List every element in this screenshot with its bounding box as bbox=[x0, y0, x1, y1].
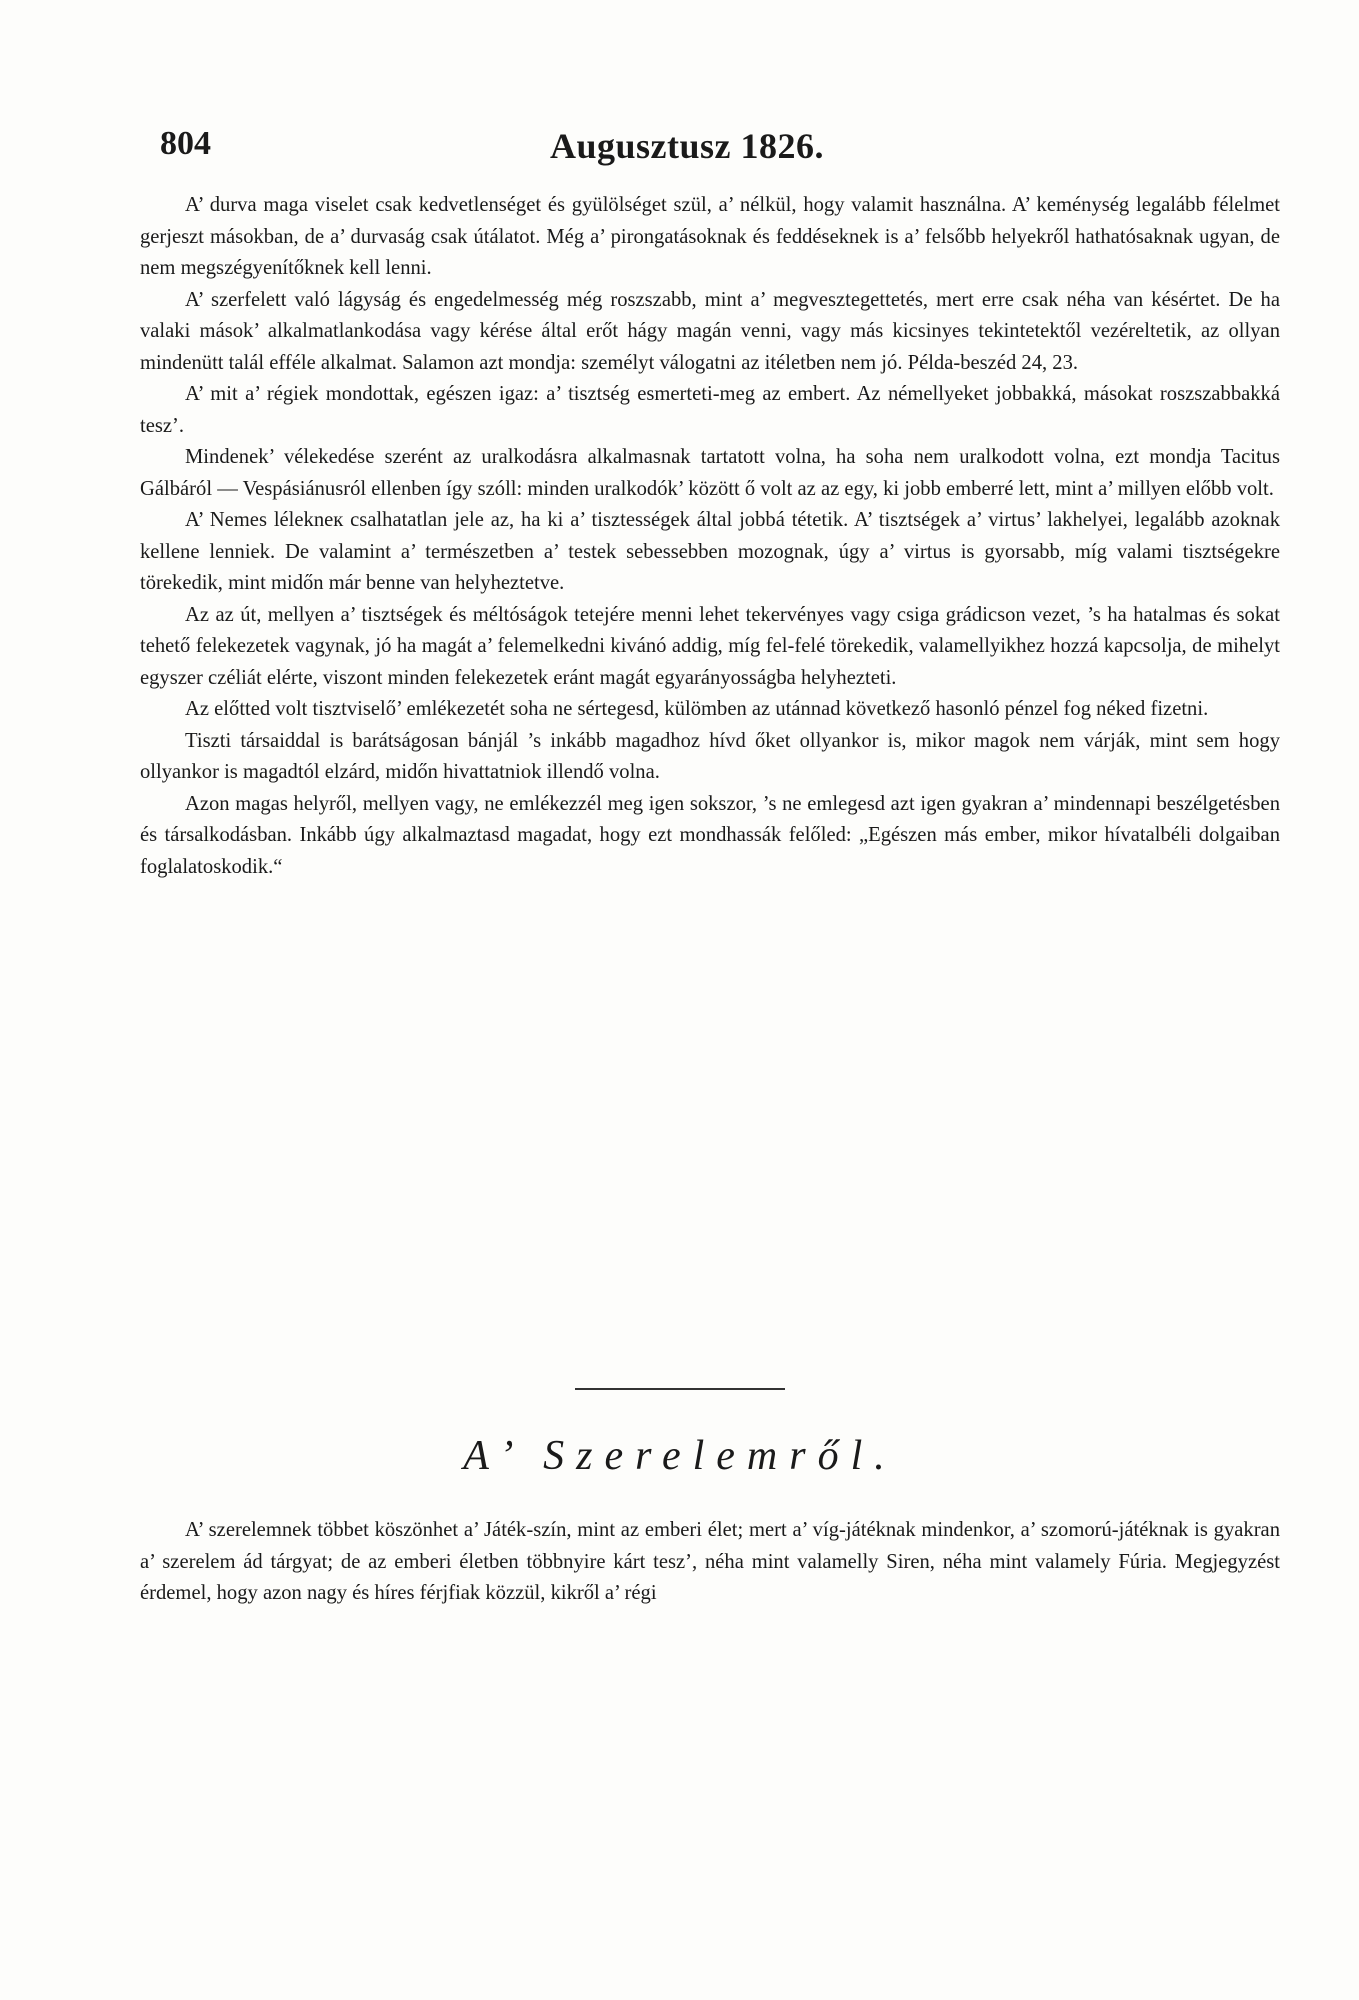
paragraph: Az az út, mellyen a’ tisztségek és méltóságok tetejére menni lehet tekervényes vagy csiga grádicson vezet, ’s ha hatalmas és sokat tehető felekezetek vagynak, jó ha magát a’ felemelkedni kivánó addig, míg fel-felé törekedik, valamellyikhez hozzá kapcsolja, de mihelyt egyszer czéliát elérte, viszont minden felekezetek eránt magát egyarányosságba helyhezteti. bbox=[140, 603, 1280, 689]
page-number: 804 bbox=[160, 125, 211, 162]
paragraph: Tiszti társaiddal is barátságosan bánjál ’s inkább magadhoz hívd őket ollyankor is, mikor magok nem várják, mint sem hogy ollyankor is magadtól elzárd, midőn hivattatniok illendő volna. bbox=[140, 729, 1280, 783]
paragraph: Az előtted volt tisztviselő’ emlékezetét soha ne sértegesd, külömben az utánnad következő hasonló pénzel fog néked fizetni. bbox=[185, 698, 1209, 720]
paragraph: Mindenek’ vélekedése szerént az uralkodásra alkalmasnak tartatott volna, ha soha nem uralkodott volna, ezt mondja Tacitus Gálbáról — Vespásiánusról ellenben így szóll: minden uralkodók’ között ő volt az az egy, ki jobb emberré lett, mint a’ millyen előbb volt. bbox=[140, 446, 1280, 500]
running-title: Augusztusz 1826. bbox=[550, 126, 825, 166]
paragraph: A’ durva maga viselet csak kedvetlenséget és gyülölséget szül, a’ nélkül, hogy valamit használna. A’ keménység legalább félelmet gerjeszt másokban, de a’ durvaság csak útálatot. Még a’ pirongatásoknak és feddéseknek is a’ felsőbb helyekről hathatósaknak ugyan, de nem megszégyenítőknek kell lenni. bbox=[140, 194, 1280, 279]
section-body bbox=[140, 1515, 1280, 1610]
paragraph: A’ mit a’ régiek mondottak, egészen igaz: a’ tisztség esmerteti-meg az embert. Az némellyeket jobbakká, másokat roszszabbakká tesz’. bbox=[140, 383, 1280, 437]
page-header bbox=[160, 125, 1280, 175]
section-divider bbox=[575, 1388, 785, 1390]
paragraph: Azon magas helyről, mellyen vagy, ne emlékezzél meg igen sokszor, ’s ne emlegesd azt igen gyakran a’ mindennapi beszélgetésben és társalkodásban. Inkább úgy alkalmaztasd magadat, hogy ezt mondhassák felőled: „Egészen más ember, mikor hívatalbéli dolgaiban foglalatoskodik.“ bbox=[140, 792, 1280, 878]
paragraph: A’ szerfelett való lágyság és engedelmesség még roszszabb, mint a’ megvesztegettetés, mert erre csak néha van késértet. De ha valaki mások’ alkalmatlankodása vagy kérése által erőt hágy magán venni, vagy más kicsinyes tekintetektől vezéreltetik, az ollyan mindenütt talál efféle alkalmat. Salamon azt mondja: személyt válogatni az itéletben nem jó. Példa-beszéd 24, 23. bbox=[140, 288, 1280, 374]
section-title: A’ Szerelemről. bbox=[463, 1433, 897, 1479]
paragraph: A’ szerelemnek többet köszönhet a’ Játék-szín, mint az emberi élet; mert a’ víg-játéknak mindenkor, a’ szomorú-játéknak is gyakran a’ szerelem ád tárgyat; de az emberi életben többnyire kárt tesz’, néha mint valamelly Siren, néha mint valamely Fúria. Megjegyzést érdemel, hogy azon nagy és híres férjfiak közzül, kikről a’ régi bbox=[140, 1519, 1280, 1604]
paragraph: A’ Nemes lélekneк csalhatatlan jele az, ha ki a’ tisztességek által jobbá tétetik. A’ tisztségek a’ virtus’ lakhelyei, legalább azoknak kellene lenniek. De valamint a’ természetben a’ testek sebessebben mozognak, úgy a’ virtus is gyorsabb, míg valami tisztségekre törekedik, mint midőn már benne van helyheztetve. bbox=[140, 509, 1280, 594]
article-body bbox=[140, 190, 1280, 883]
